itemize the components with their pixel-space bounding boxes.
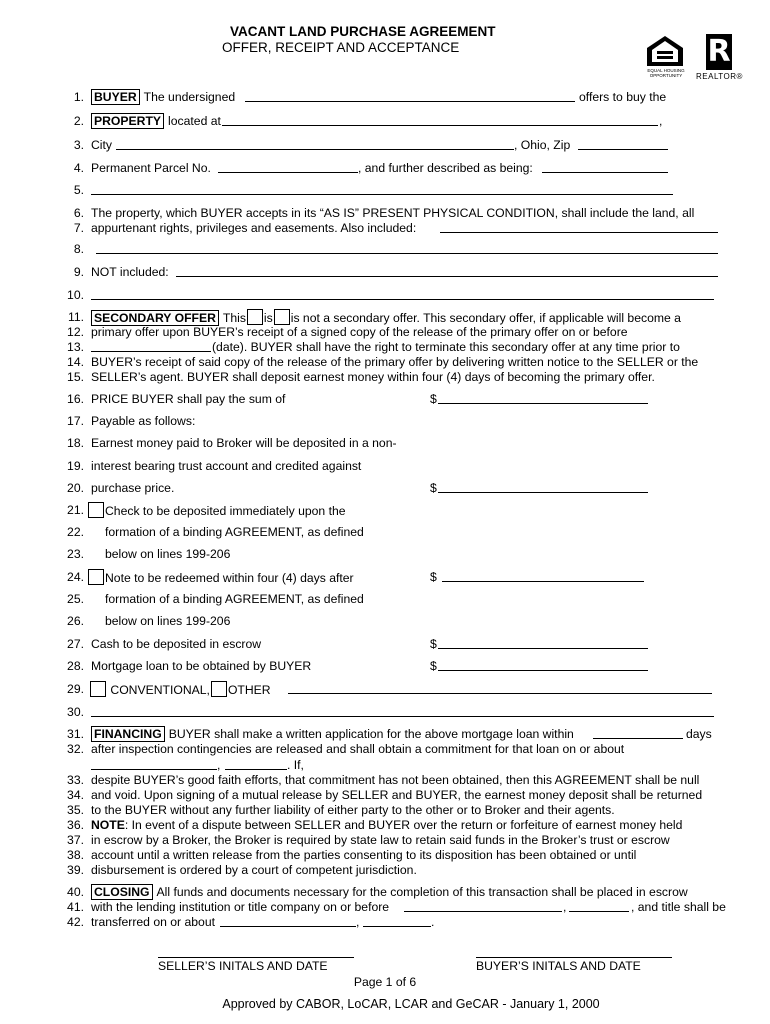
line-11	[0, 309, 770, 325]
line-number: 42.	[67, 915, 84, 929]
dollar-sign: $	[430, 659, 437, 673]
line-text-after: days	[686, 727, 712, 741]
line-text-after: . If,	[287, 758, 304, 772]
line-number: 12.	[67, 325, 84, 339]
line-5	[0, 182, 770, 198]
line-number: 36.	[67, 818, 84, 832]
line-text: formation of a binding AGREEMENT, as defined	[105, 592, 364, 606]
line-number: 19.	[67, 459, 84, 473]
line-number: 23.	[67, 547, 84, 561]
approval-note: Approved by CABOR, LoCAR, LCAR and GeCAR - January 1, 2000	[222, 997, 600, 1011]
line-number: 2.	[73, 114, 84, 128]
secondary-date-field[interactable]	[91, 339, 211, 352]
line-text: formation of a binding AGREEMENT, as defined	[105, 525, 364, 539]
buyer-initials-label: BUYER’S INITALS AND DATE	[476, 959, 641, 973]
line-text: BUYER shall make a written application for the above mortgage loan within	[168, 727, 574, 741]
note-checkbox[interactable]	[88, 569, 104, 585]
line-number: 26.	[67, 614, 84, 628]
page-number: Page 1 of 6	[353, 975, 417, 989]
line-text: Note to be redeemed within four (4) days after	[105, 571, 354, 585]
line-33	[0, 772, 770, 788]
line-number: 9.	[73, 265, 84, 279]
dollar-sign: $	[430, 392, 437, 406]
buyer-label: BUYER	[91, 89, 140, 105]
dollar-sign: $	[430, 570, 437, 584]
line-number: 25.	[67, 592, 84, 606]
line-text: ,	[217, 758, 221, 772]
line-40	[0, 884, 770, 900]
seller-initials-line[interactable]	[158, 957, 354, 958]
logos	[644, 34, 743, 84]
line-text: despite BUYER’s good faith efforts, that commitment has not been obtained, then this AGREEMENT shall be null	[91, 773, 700, 787]
line-number: 30.	[67, 705, 84, 719]
line-text: below on lines 199-206	[105, 614, 231, 628]
line-number: 1.	[73, 90, 84, 104]
not-included-field[interactable]	[176, 264, 718, 277]
line-9	[0, 264, 770, 280]
line-text: CONVENTIONAL,	[110, 683, 210, 697]
mortgage-amount-field[interactable]	[438, 658, 648, 671]
line-text: SELLER’s agent. BUYER shall deposit earnest money within four (4) days of becoming the primary offer.	[91, 370, 655, 384]
buyer-initials-line[interactable]	[476, 957, 672, 958]
line-number: 4.	[73, 161, 84, 175]
document-title: VACANT LAND PURCHASE AGREEMENT	[230, 24, 496, 39]
line-2	[0, 113, 770, 129]
city-field[interactable]	[116, 137, 514, 150]
line-number: 8.	[73, 242, 84, 256]
line-number: 7.	[73, 221, 84, 235]
other-loan-field[interactable]	[288, 681, 712, 694]
note-label: NOTE	[91, 818, 125, 832]
equal-housing-caption: EQUAL HOUSING OPPORTUNITY	[647, 68, 685, 78]
line-text: and void. Upon signing of a mutual release by SELLER and BUYER, the earnest money deposit shall be returned	[91, 788, 703, 802]
line-text: interest bearing trust account and credited against	[91, 459, 362, 473]
cash-escrow-field[interactable]	[438, 636, 648, 649]
line-number: 14.	[67, 355, 84, 369]
line-text-after: ,	[659, 114, 663, 128]
line-text: The property, which BUYER accepts in its “AS IS” PRESENT PHYSICAL CONDITION, shall include the land, all	[91, 206, 695, 220]
line-text: (date). BUYER shall have the right to terminate this secondary offer at any time prior to	[212, 340, 680, 354]
line-23	[0, 546, 770, 562]
also-included-field[interactable]	[440, 220, 718, 233]
line-text: is not a secondary offer. This secondary offer, if applicable will become a	[290, 311, 681, 325]
line-number: 22.	[67, 525, 84, 539]
line-20	[0, 480, 770, 496]
line-text: after inspection contingencies are released and shall obtain a commitment for that loan on or about	[91, 742, 625, 756]
realtor-caption: REALTOR®	[696, 72, 743, 81]
line-text: purchase price.	[91, 481, 175, 495]
line-25	[0, 591, 770, 607]
commitment-year-field[interactable]	[225, 757, 287, 770]
line-35	[0, 802, 770, 818]
line-14	[0, 354, 770, 370]
zip-field[interactable]	[578, 137, 668, 150]
line-number: 16.	[67, 392, 84, 406]
line-text: account until a written release from the parties consenting to its disposition has been obtained or until	[91, 848, 637, 862]
line-number: 37.	[67, 833, 84, 847]
line-number: 5.	[73, 183, 84, 197]
line-30	[0, 704, 770, 720]
line-number: 33.	[67, 773, 84, 787]
line-text: located at	[168, 114, 221, 128]
secondary-is-checkbox[interactable]	[247, 309, 263, 325]
line-text: Mortgage loan to be obtained by BUYER	[91, 659, 312, 673]
line-text: in escrow by a Broker, the Broker is required by state law to retain said funds in the Broker’s trust or escrow	[91, 833, 670, 847]
seller-initials-label: SELLER’S INITALS AND DATE	[158, 959, 328, 973]
line-32	[0, 741, 770, 757]
line-number: 6.	[73, 206, 84, 220]
line-number: 41.	[67, 900, 84, 914]
line-number: 21.	[67, 503, 84, 517]
line-text: All funds and documents necessary for the completion of this transaction shall be placed in escrow	[156, 885, 688, 899]
line-37	[0, 832, 770, 848]
line-number: 3.	[73, 138, 84, 152]
line-17	[0, 413, 770, 429]
line-text: appurtenant rights, privileges and easements. Also included:	[91, 221, 417, 235]
commitment-date-field[interactable]	[91, 757, 217, 770]
line-text: disbursement is ordered by a court of competent jurisdiction.	[91, 863, 417, 877]
closing-date-field[interactable]	[404, 899, 562, 912]
line-36	[0, 817, 770, 833]
line-text: This	[222, 311, 246, 325]
earnest-money-field[interactable]	[438, 480, 648, 493]
line-text: OTHER	[227, 683, 271, 697]
closing-label: CLOSING	[91, 884, 153, 900]
line-15	[0, 369, 770, 385]
line-text-mid: ,	[356, 915, 360, 929]
line-19	[0, 458, 770, 474]
line-8	[0, 241, 770, 257]
line-text: to the BUYER without any further liability of either party to the other or to Broker and their agents.	[91, 803, 615, 817]
not-included-continued-field[interactable]	[91, 287, 714, 300]
line-number: 13.	[67, 340, 84, 354]
application-days-field[interactable]	[593, 726, 683, 739]
line-text-after: offers to buy the	[579, 90, 667, 104]
line-29	[0, 681, 770, 697]
line-4	[0, 160, 770, 176]
secondary-offer-label: SECONDARY OFFER	[91, 310, 219, 326]
line-text: below on lines 199-206	[105, 547, 231, 561]
line-24	[0, 569, 770, 585]
line-text: : In event of a dispute between SELLER and BUYER over the return or forfeiture of earnest money held	[124, 818, 683, 832]
line-text: The undersigned	[143, 90, 236, 104]
other-loan-continued-field[interactable]	[91, 704, 714, 717]
line-31	[0, 726, 770, 742]
line-7	[0, 220, 770, 236]
line-42	[0, 914, 770, 930]
check-deposit-checkbox[interactable]	[88, 502, 104, 518]
line-number: 38.	[67, 848, 84, 862]
description-continued-field[interactable]	[91, 182, 673, 195]
line-number: 15.	[67, 370, 84, 384]
line-number: 10.	[67, 288, 84, 302]
line-number: 27.	[67, 637, 84, 651]
line-22	[0, 524, 770, 540]
secondary-is-not-checkbox[interactable]	[274, 309, 290, 325]
line-text: is	[263, 311, 273, 325]
line-text: City	[91, 138, 112, 152]
conventional-checkbox[interactable]	[90, 681, 106, 697]
line-39	[0, 862, 770, 878]
financing-label: FINANCING	[91, 726, 165, 742]
line-34	[0, 787, 770, 803]
line-1	[0, 89, 770, 105]
line-number: 18.	[67, 436, 84, 450]
line-32-continued	[0, 757, 770, 773]
line-text: PRICE BUYER shall pay the sum of	[91, 392, 286, 406]
line-18	[0, 435, 770, 451]
line-text: Cash to be deposited in escrow	[91, 637, 262, 651]
line-number: 24.	[67, 570, 84, 584]
note-amount-field[interactable]	[442, 569, 644, 582]
closing-year-field[interactable]	[569, 899, 629, 912]
line-text-after: .	[431, 915, 435, 929]
line-text: Earnest money paid to Broker will be deposited in a non-	[91, 436, 397, 450]
line-text: transferred on or about	[91, 915, 215, 929]
line-text-mid: ,	[563, 900, 567, 914]
other-loan-checkbox[interactable]	[211, 681, 227, 697]
line-3	[0, 137, 770, 153]
line-number: 40.	[67, 885, 84, 899]
line-text: NOT included:	[91, 265, 169, 279]
line-text-mid: , and further described as being:	[358, 161, 533, 175]
also-included-continued-field[interactable]	[96, 241, 718, 254]
line-text: Payable as follows:	[91, 414, 196, 428]
line-text: BUYER’s receipt of said copy of the release of the primary offer by delivering written notice to the SELLER or the	[91, 355, 699, 369]
line-number: 31.	[67, 727, 84, 741]
line-number: 11.	[67, 310, 84, 324]
dollar-sign: $	[430, 481, 437, 495]
realtor-logo-icon	[706, 34, 732, 70]
line-text-after: , and title shall be	[631, 900, 726, 914]
dollar-sign: $	[430, 637, 437, 651]
line-number: 34.	[67, 788, 84, 802]
line-28	[0, 658, 770, 674]
line-text: Check to be deposited immediately upon the	[105, 504, 346, 518]
line-text: with the lending institution or title company on or before	[91, 900, 390, 914]
line-41	[0, 899, 770, 915]
line-text: primary offer upon BUYER’s receipt of a signed copy of the release of the primary offer on or before	[91, 325, 628, 339]
property-label: PROPERTY	[91, 113, 164, 129]
line-text: Permanent Parcel No.	[91, 161, 211, 175]
line-13	[0, 339, 770, 355]
line-number: 17.	[67, 414, 84, 428]
line-text-mid: , Ohio, Zip	[514, 138, 571, 152]
description-field[interactable]	[542, 160, 668, 173]
transfer-date-field[interactable]	[220, 914, 356, 927]
line-number: 28.	[67, 659, 84, 673]
line-12	[0, 324, 770, 340]
document-subtitle: OFFER, RECEIPT AND ACCEPTANCE	[222, 40, 460, 55]
price-field[interactable]	[438, 391, 648, 404]
line-number: 35.	[67, 803, 84, 817]
line-16	[0, 391, 770, 407]
realtor-letter: R	[707, 34, 731, 69]
parcel-number-field[interactable]	[218, 160, 358, 173]
property-address-field[interactable]	[222, 113, 658, 126]
line-27	[0, 636, 770, 652]
line-10	[0, 287, 770, 303]
line-number: 32.	[67, 742, 84, 756]
line-number: 39.	[67, 863, 84, 877]
line-38	[0, 847, 770, 863]
line-number: 20.	[67, 481, 84, 495]
transfer-year-field[interactable]	[363, 914, 431, 927]
line-21	[0, 502, 770, 518]
line-26	[0, 613, 770, 629]
line-6	[0, 205, 770, 221]
buyer-name-field[interactable]	[245, 89, 575, 102]
line-number: 29.	[67, 682, 84, 696]
